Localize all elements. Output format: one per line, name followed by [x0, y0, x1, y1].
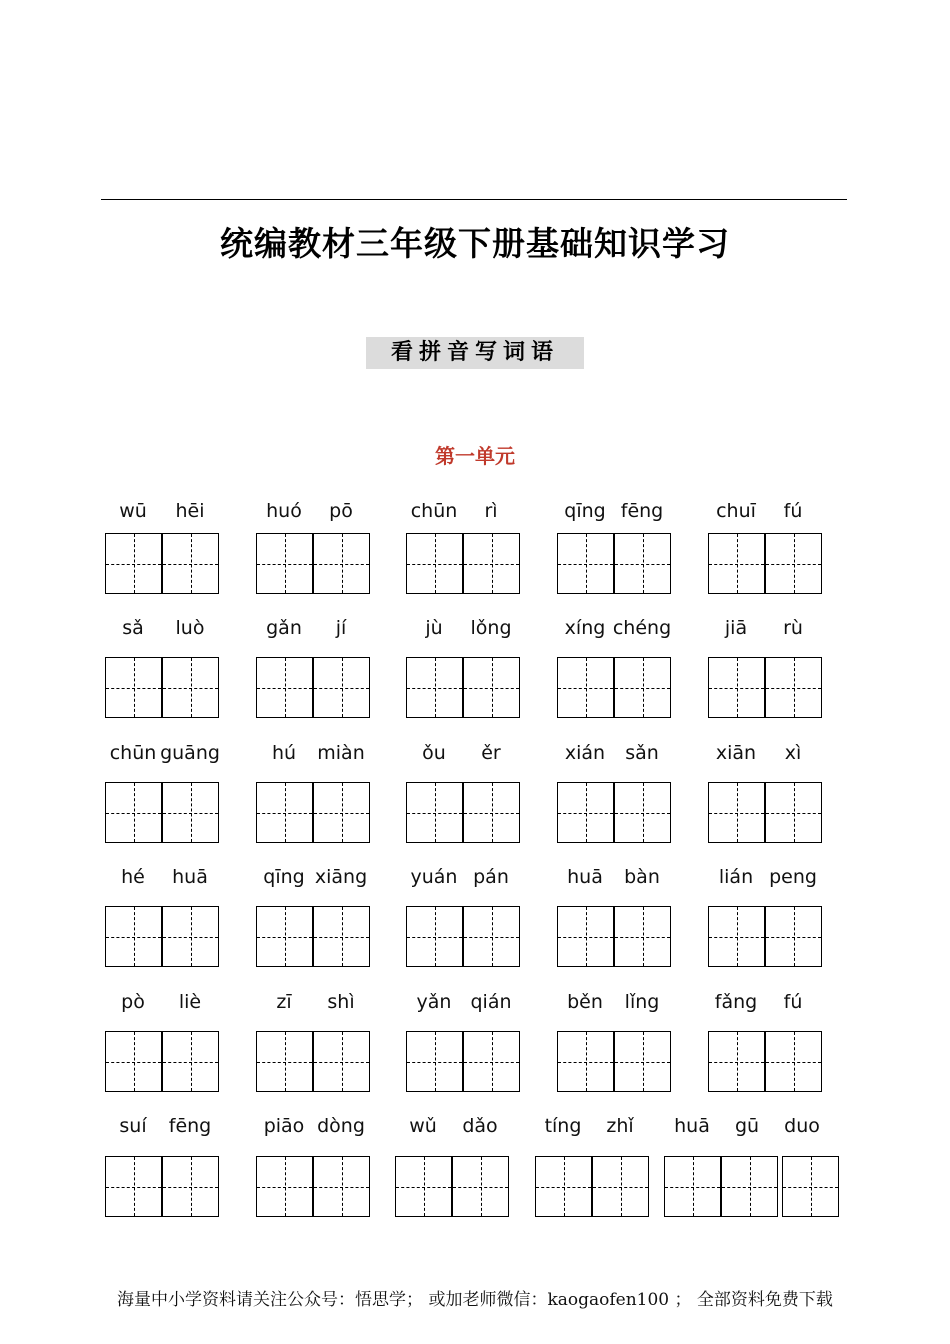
pinyin-syllable: rù: [783, 617, 803, 639]
pinyin-syllable: fú: [783, 500, 803, 522]
pinyin-syllable: luò: [175, 617, 205, 639]
writing-box[interactable]: [765, 657, 822, 718]
writing-box[interactable]: [105, 533, 162, 594]
writing-box[interactable]: [406, 782, 463, 843]
writing-box[interactable]: [463, 533, 520, 594]
pinyin-syllable: xì: [784, 742, 802, 764]
pinyin-syllable: miàn: [317, 742, 365, 764]
writing-box[interactable]: [406, 906, 463, 967]
writing-box[interactable]: [406, 533, 463, 594]
pinyin-syllable: qīng: [564, 500, 606, 522]
pinyin-syllable: gū: [734, 1115, 760, 1137]
pinyin-syllable: pò: [121, 991, 145, 1013]
writing-box[interactable]: [256, 782, 313, 843]
pinyin-syllable: ǒu: [422, 742, 446, 764]
writing-box[interactable]: [614, 906, 671, 967]
writing-box[interactable]: [256, 906, 313, 967]
pinyin-syllable: qīng: [263, 866, 305, 888]
pinyin-syllable: sǎn: [625, 742, 659, 764]
pinyin-syllable: huā: [567, 866, 603, 888]
writing-box[interactable]: [614, 657, 671, 718]
writing-box[interactable]: [708, 657, 765, 718]
writing-box[interactable]: [256, 657, 313, 718]
writing-box[interactable]: [614, 533, 671, 594]
pinyin-syllable: qián: [470, 991, 512, 1013]
pinyin-syllable: dǎo: [462, 1115, 498, 1137]
footer-note: 海量中小学资料请关注公众号：悟思学； 或加老师微信：kaogaofen100 ； 全部资料免费下载: [117, 1290, 833, 1310]
writing-box[interactable]: [765, 533, 822, 594]
pinyin-syllable: shì: [327, 991, 355, 1013]
writing-box[interactable]: [162, 1031, 219, 1092]
writing-box[interactable]: [395, 1156, 452, 1217]
pinyin-syllable: guāng: [160, 742, 220, 764]
pinyin-syllable: rì: [484, 500, 498, 522]
writing-box[interactable]: [765, 782, 822, 843]
pinyin-syllable: lǐng: [624, 991, 660, 1013]
writing-box[interactable]: [708, 1031, 765, 1092]
writing-box[interactable]: [557, 533, 614, 594]
writing-box[interactable]: [463, 657, 520, 718]
writing-box[interactable]: [463, 1031, 520, 1092]
pinyin-syllable: lǒng: [470, 617, 512, 639]
writing-box[interactable]: [557, 657, 614, 718]
pinyin-syllable: yuán: [410, 866, 458, 888]
pinyin-syllable: chūn: [109, 742, 157, 764]
pinyin-syllable: fú: [783, 991, 803, 1013]
writing-box[interactable]: [105, 906, 162, 967]
pinyin-syllable: xiāng: [314, 866, 368, 888]
pinyin-syllable: chéng: [612, 617, 672, 639]
pinyin-syllable: běn: [567, 991, 603, 1013]
writing-box[interactable]: [557, 906, 614, 967]
writing-box[interactable]: [162, 1156, 219, 1217]
writing-box[interactable]: [313, 533, 370, 594]
writing-box[interactable]: [708, 533, 765, 594]
pinyin-syllable: lián: [718, 866, 754, 888]
writing-box[interactable]: [313, 906, 370, 967]
pinyin-syllable: wū: [119, 500, 147, 522]
pinyin-syllable: xián: [564, 742, 606, 764]
pinyin-syllable: piāo: [263, 1115, 305, 1137]
pinyin-syllable: fēng: [168, 1115, 212, 1137]
pinyin-syllable: ěr: [481, 742, 501, 764]
writing-box[interactable]: [105, 1031, 162, 1092]
pinyin-syllable: peng: [769, 866, 817, 888]
writing-box[interactable]: [162, 782, 219, 843]
pinyin-syllable: jù: [425, 617, 443, 639]
writing-box[interactable]: [721, 1156, 778, 1217]
writing-box[interactable]: [463, 782, 520, 843]
pinyin-syllable: yǎn: [416, 991, 452, 1013]
writing-box[interactable]: [452, 1156, 509, 1217]
writing-box[interactable]: [463, 906, 520, 967]
pinyin-syllable: suí: [119, 1115, 147, 1137]
writing-box[interactable]: [162, 906, 219, 967]
writing-box[interactable]: [406, 1031, 463, 1092]
writing-box[interactable]: [313, 1031, 370, 1092]
unit-label: 第一单元: [435, 444, 515, 468]
pinyin-syllable: dòng: [317, 1115, 365, 1137]
top-rule: [101, 199, 847, 200]
pinyin-syllable: jí: [335, 617, 347, 639]
pinyin-syllable: zhǐ: [606, 1115, 634, 1137]
pinyin-syllable: hé: [121, 866, 145, 888]
writing-box[interactable]: [664, 1156, 721, 1217]
writing-box[interactable]: [162, 657, 219, 718]
writing-box[interactable]: [557, 1031, 614, 1092]
pinyin-syllable: pán: [473, 866, 509, 888]
pinyin-syllable: hēi: [175, 500, 205, 522]
pinyin-syllable: gǎn: [266, 617, 302, 639]
writing-box[interactable]: [313, 657, 370, 718]
pinyin-syllable: zī: [276, 991, 292, 1013]
pinyin-syllable: bàn: [624, 866, 660, 888]
writing-box[interactable]: [708, 906, 765, 967]
pinyin-syllable: jiā: [724, 617, 748, 639]
writing-box[interactable]: [162, 533, 219, 594]
writing-box[interactable]: [256, 1156, 313, 1217]
writing-box[interactable]: [765, 906, 822, 967]
pinyin-syllable: huó: [266, 500, 302, 522]
pinyin-syllable: xíng: [564, 617, 606, 639]
writing-box[interactable]: [105, 657, 162, 718]
writing-box[interactable]: [256, 533, 313, 594]
section-heading: 看拼音写词语: [366, 337, 584, 369]
pinyin-syllable: fǎng: [714, 991, 758, 1013]
writing-box[interactable]: [782, 1156, 839, 1217]
writing-box[interactable]: [105, 782, 162, 843]
writing-box[interactable]: [708, 782, 765, 843]
writing-box[interactable]: [614, 1031, 671, 1092]
pinyin-syllable: chūn: [410, 500, 458, 522]
pinyin-syllable: chuī: [716, 500, 756, 522]
pinyin-syllable: hú: [271, 742, 297, 764]
pinyin-syllable: huā: [172, 866, 208, 888]
writing-box[interactable]: [765, 1031, 822, 1092]
pinyin-syllable: tíng: [544, 1115, 582, 1137]
pinyin-syllable: sǎ: [122, 617, 144, 639]
writing-box[interactable]: [535, 1156, 592, 1217]
writing-box[interactable]: [313, 1156, 370, 1217]
page-title: 统编教材三年级下册基础知识学习: [220, 224, 730, 263]
pinyin-syllable: liè: [178, 991, 202, 1013]
pinyin-syllable: pō: [329, 500, 353, 522]
writing-box[interactable]: [256, 1031, 313, 1092]
pinyin-syllable: wǔ: [409, 1115, 437, 1137]
pinyin-syllable: huā: [674, 1115, 710, 1137]
writing-box[interactable]: [105, 1156, 162, 1217]
writing-box[interactable]: [592, 1156, 649, 1217]
writing-box[interactable]: [313, 782, 370, 843]
writing-box[interactable]: [557, 782, 614, 843]
pinyin-syllable: xiān: [715, 742, 757, 764]
pinyin-syllable: duo: [784, 1115, 820, 1137]
pinyin-syllable: fēng: [620, 500, 664, 522]
writing-box[interactable]: [406, 657, 463, 718]
writing-box[interactable]: [614, 782, 671, 843]
